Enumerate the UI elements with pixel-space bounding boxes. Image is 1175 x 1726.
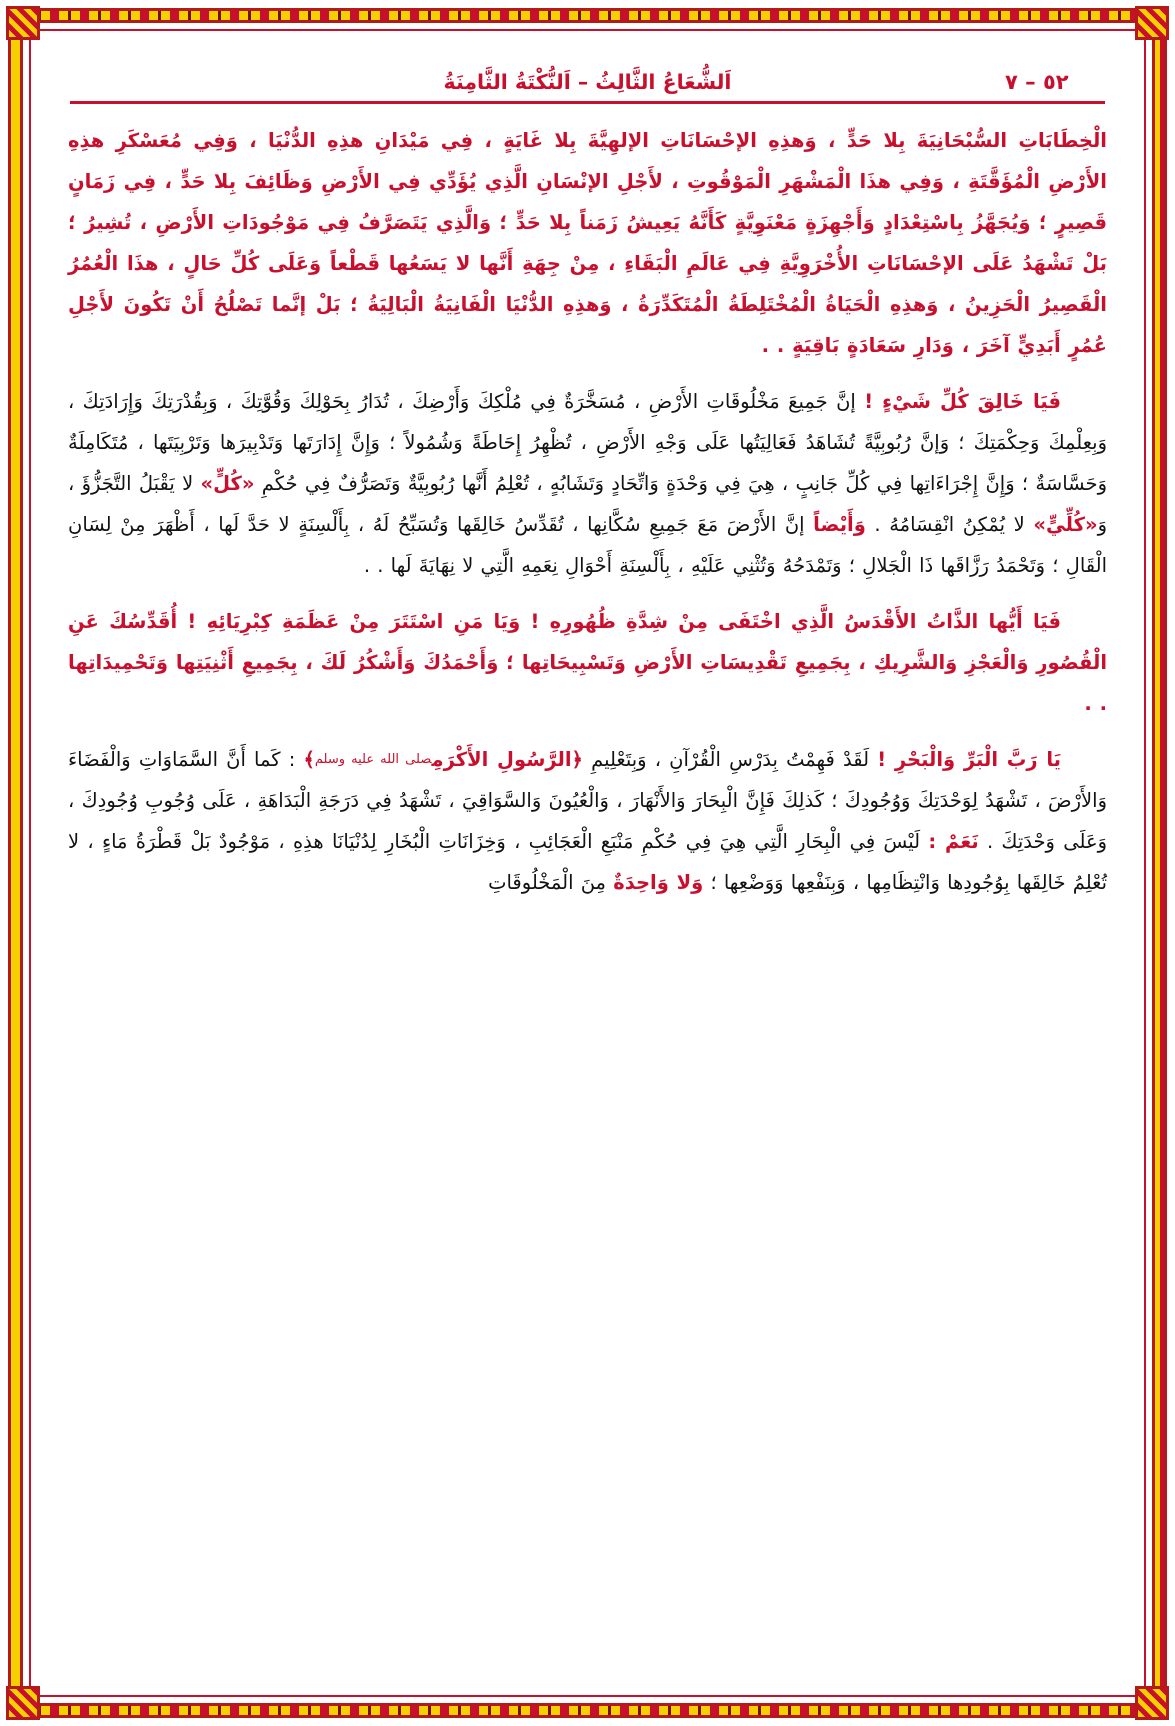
corner-ornament-bottom-left (6, 1686, 40, 1720)
paragraph-4-body-2: : كَما أَنَّ السَّمَاوَاتِ وَالْفَضَاءَ وَالأَرْضَ ، تَشْهَدُ لِوَحْدَتِكَ وَوُجُودِكَ ؛ كَذلِكَ فَإِنَّ الْبِحَارَ وَالأَنْهَارَ ، وَالْعُيُونَ وَالسَّوَاقِيَ ، تَشْهَدُ فِي دَرَجَةِ الْبَدَاهَةِ ، عَلَى وُجُوبِ وُجُودِكَ ، وَعَلَى وَحْدَتِكَ . (68, 748, 1107, 853)
paragraph-2 (66, 381, 1109, 586)
paragraph-3 (66, 601, 1109, 724)
spacer-1 (66, 372, 1109, 381)
paragraph-3-body: فَيَا أَيُّها الذَّاتُ الأَقْدَسُ الَّذِي اخْتَفَى مِنْ شِدَّةِ ظُهُورِهِ ! وَيَا مَنِ اسْتَتَرَ مِنْ عَظَمَةِ كِبْرِيَائِهِ ! أُقَدِّسُكَ عَنِ الْقُصُورِ وَالْعَجْزِ وَالشَّرِيكِ ، بِجَمِيعِ تَقْدِيسَاتِ الأَرْضِ وَتَسْبِيحَاتِها ؛ وَأَحْمَدُكَ وَأَشْكُرُ لَكَ ، بِجَمِيعِ أَثْنِيَتِها وَتَحْمِيدَاتِها . . (68, 610, 1107, 715)
paragraph-2-highlight-3: وَأَيْضاً (813, 513, 866, 536)
paragraph-4-body-1: لَقَدْ فَهِمْتُ بِدَرْسِ الْقُرْآنِ ، وَبِتَعْلِيمِ (582, 748, 878, 771)
paragraph-4-highlight-2: ﴾ (303, 748, 315, 771)
page-header (66, 70, 1109, 94)
page-content (44, 44, 1131, 1682)
paragraph-2-body-1: إنَّ جَمِيعَ مَخْلُوقَاتِ الأَرْضِ ، مُسَخَّرَةٌ فِي مُلْكِكَ وَأَرْضِكَ ، تُدَارُ بِحَوْلِكَ وَقُوَّتِكَ ، وَبِقُدْرَتِكَ وَإِرَادَتِكَ ، وَبِعِلْمِكَ وَحِكْمَتِكَ ؛ وَإنَّ رُبُوبِيَّةً تُشَاهَدُ فَعَالِيَتُها عَلَى وَجْهِ الأَرْضِ ، تُظْهِرُ إِحَاطَةً وَشُمُولاً ؛ وَإِنَّ إِدَارَتَها وَتَدْبِيرَها وَتَرْبِيَتَها ، مُتَكَامِلَةٌ وَحَسَّاسَةٌ ؛ وَإِنَّ إِجْرَاءَاتِها فِي كُلِّ جَانِبٍ ، هِيَ فِي وَحْدَةٍ وَاتِّحَادٍ وَتَشَابُهٍ ، تُعْلِمُ أَنَّها رُبُوبِيَّةٌ وَتَصَرُّفٌ فِي حُكْمِ (68, 390, 1107, 495)
paragraph-2-body-4: إنَّ الأَرْضَ مَعَ جَمِيعِ سُكَّانِها ، تُقَدِّسُ خَالِقَها وَتُسَبِّحُ لَهُ ، بِأَلْسِنَةٍ لا حَدَّ لَها ، أَظْهَرَ مِنْ لِسَانِ الْقَالِ ؛ وَتَحْمَدُ رَزَّاقَها ذَا الْجَلالِ ؛ وَتَمْدَحُهُ وَتُثْنِي عَلَيْهِ ، بِأَلْسِنَةِ أَحْوَالِ نِعَمِهِ الَّتِي لا نِهَايَةَ لَها . . (68, 513, 1107, 577)
corner-ornament-top-left (6, 6, 40, 40)
spacer-3 (66, 730, 1109, 739)
page-title: اَلشُّعَاعُ الثَّالِثُ – اَلنُّكْتَةُ الثَّامِنَةُ (443, 70, 732, 94)
paragraph-2-lead: فَيَا خَالِقَ كُلِّ شَيْءٍ ! (864, 390, 1061, 413)
paragraph-1: الْخِطَابَاتِ السُّبْحَانِيَةَ بِلا حَدٍّ ، وَهذِهِ الإحْسَانَاتِ الإلهِيَّةَ بِلا غَايَةٍ ، فِي مَيْدَانِ هذِهِ الدُّنْيَا ، وَفِي مُعَسْكَرِ هذِهِ الأَرْضِ الْمُؤَقَّتَةِ ، وَفِي هذَا الْمَشْهَرِ الْمَوْقُوتِ ، لأَجْلِ الإنْسَانِ الَّذِي يُؤَدِّي فِي الأَرْضِ وَظَائِفَ بِلا حَدٍّ ، فِي زَمَانٍ قَصِيرٍ ؛ وَيُجَهَّزُ بِاسْتِعْدَادٍ وَأَجْهِزَةٍ مَعْنَوِيَّةٍ كَأَنَّهُ يَعِيشُ زَمَناً بِلا حَدٍّ ؛ وَالَّذِي يَتَصَرَّفُ فِي مَوْجُودَاتِ الأَرْضِ ، تُشِيرُ ؛ بَلْ تَشْهَدُ عَلَى الإحْسَانَاتِ الأُخْرَوِيَّةِ فِي عَالَمِ الْبَقَاءِ ، مِنْ جِهَةِ أَنَّها لا يَسَعُها قَطْعاً وَعَلَى كُلِّ حَالٍ ، هذَا الْعُمُرُ الْقَصِيرُ الْحَزِينُ ، وَهذِهِ الْحَيَاةُ الْمُخْتَلِطَةُ الْمُتَكَدِّرَةُ ، وَهذِهِ الدُّنْيَا الْفَانِيَةُ الْبَالِيَةُ ؛ بَلْ إنَّما تَصْلُحُ أَنْ تَكُونَ لأَجْلِ عُمُرٍ أَبَدِيٍّ آخَرَ ، وَدَارِ سَعَادَةٍ بَاقِيَةٍ . . (68, 129, 1107, 357)
paragraph-2-body-2: لا يَقْبَلُ التَّجَزُّؤَ ، وَ (68, 472, 1108, 536)
paragraph-4-highlight-4: وَلا وَاحِدَةٌ (613, 871, 704, 894)
corner-ornament-top-right (1135, 6, 1169, 40)
paragraph-2-highlight-2: «كُلِّيٍّ» (1033, 513, 1098, 536)
paragraph-4-highlight-1: ﴿الرَّسُولِ الأَكْرَمِ (431, 748, 583, 771)
paragraph-4 (66, 739, 1109, 903)
paragraph-4-body-4: مِنَ الْمَخْلُوقَاتِ (488, 871, 614, 894)
paragraph-4-highlight-3: نَعَمْ : (928, 830, 979, 853)
paragraph-4-body-3: لَيْسَ فِي الْبِحَارِ الَّتِي هِيَ فِي حُكْمِ مَنْبَعِ الْعَجَائِبِ ، وَخِزَانَاتِ الْبُخَارِ لِدُنْيَانَا هذِهِ ، مَوْجُودٌ بَلْ قَطْرَةُ مَاءٍ ، لا تُعْلِمُ خَالِقَها بِوُجُودِها وَانْتِظَامِها ، وَبِنَفْعِها وَوَضْعِها ؛ (68, 830, 1107, 894)
spacer-2 (66, 592, 1109, 601)
prophet-seal-icon: صلى الله عليه وسلم (314, 752, 432, 767)
paragraph-4-lead: يَا رَبَّ الْبَرِّ وَالْبَحْرِ ! (877, 748, 1061, 771)
page-number: ٥٢ – ٧ (1005, 70, 1069, 94)
paragraph-2-highlight-1: «كُلٍّ» (200, 472, 255, 495)
paragraph-2-body-3: لا يُمْكِنُ انْقِسَامُهُ . (865, 513, 1034, 536)
corner-ornament-bottom-right (1135, 1686, 1169, 1720)
header-divider (70, 101, 1105, 104)
